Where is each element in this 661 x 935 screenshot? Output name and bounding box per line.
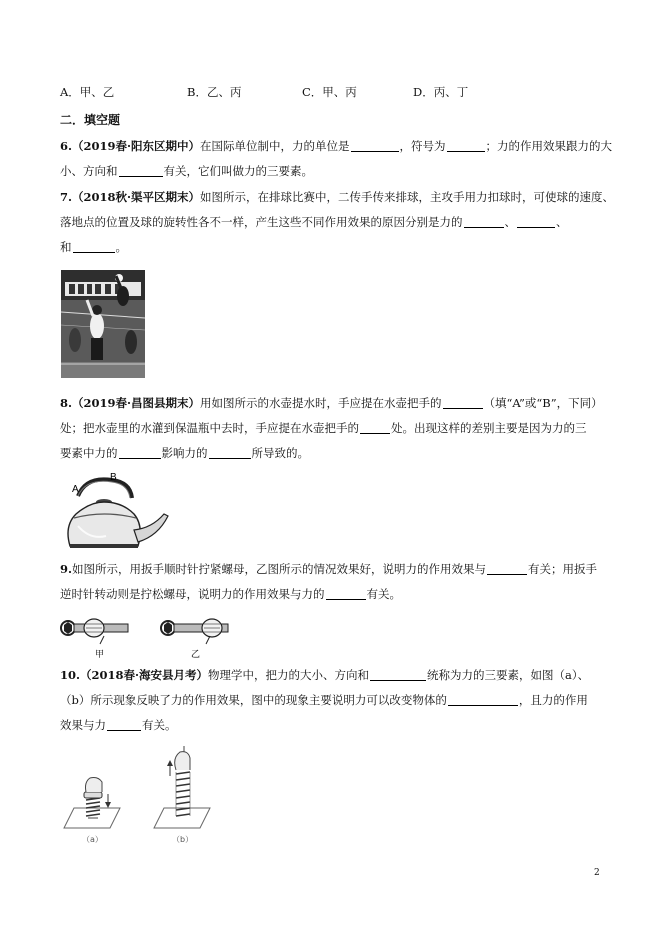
spring-figures — [60, 746, 220, 846]
answer-blank[interactable] — [119, 163, 163, 177]
option-b: B．乙、丙 — [187, 85, 242, 99]
label-jia: 甲 — [95, 650, 105, 660]
question-source: （2019春·昌图县期末） — [72, 396, 201, 410]
page-number: 2 — [594, 868, 600, 878]
question-8: 8.（2019春·昌图县期末）用如图所示的水壶提水时，手应提在水壶把手的 （填“A”或“B”，下同） 处；把水壶里的水灌到保温瓶中去时，手应提在水壶把手的 处。出现这样的差别主要是因为力的三 要素中力的 影响力的 所导致的。 — [60, 396, 603, 460]
kettle-figure — [60, 470, 172, 552]
answer-blank[interactable] — [448, 692, 518, 706]
label-a: （a） — [82, 835, 103, 844]
option-a: A．甲、乙 — [60, 85, 115, 99]
question-source: （2018秋·渠平区期末） — [72, 190, 201, 204]
question-number: 10. — [60, 668, 81, 682]
answer-blank[interactable] — [487, 561, 527, 575]
answer-blank[interactable] — [447, 138, 485, 152]
label-b: B — [110, 472, 117, 483]
question-number: 9. — [60, 562, 73, 576]
answer-blank[interactable] — [209, 445, 251, 459]
question-9: 9.如图所示，用扳手顺时针拧紧螺母，乙图所示的情况效果好，说明力的作用效果与 有关；用扳手 逆时针转动则是拧松螺母，说明力的作用效果与力的 有关。 — [60, 562, 598, 601]
answer-blank[interactable] — [370, 667, 426, 681]
question-source: （2018春·海安县月考） — [80, 668, 209, 682]
question-number: 6. — [60, 139, 73, 153]
section-title: 二．填空题 — [60, 113, 121, 127]
question-7: 7.（2018秋·渠平区期末）如图所示，在排球比赛中，二传手传来排球，主攻手用力扣球时，可使球的速度、 落地点的位置及球的旋转性各不一样，产生这些不同作用效果的原因分别是力的 、 、 和 。 — [60, 190, 615, 254]
question-10: 10.（2018春·海安县月考）物理学中，把力的大小、方向和 统称为力的三要素，如图（a）、 （b）所示现象反映了力的作用效果，图中的现象主要说明力可以改变物体的 ，且力的作用 效果与力 有关。 — [60, 668, 590, 732]
answer-blank[interactable] — [326, 586, 366, 600]
label-b: （b） — [172, 835, 194, 844]
question-6: 6.（2019春·阳东区期中）在国际单位制中，力的单位是 ，符号为 ；力的作用效果跟力的大 小、方向和 有关，它们叫做力的三要素。 — [60, 139, 613, 178]
option-d: D．丙、丁 — [413, 85, 469, 99]
answer-blank[interactable] — [360, 420, 390, 434]
wrench-figures — [60, 614, 235, 662]
question-number: 7. — [60, 190, 73, 204]
question-number: 8. — [60, 396, 73, 410]
answer-blank[interactable] — [73, 239, 115, 253]
volleyball-photo — [61, 270, 145, 378]
q5-options — [60, 84, 620, 102]
answer-blank[interactable] — [517, 214, 555, 228]
question-source: （2019春·阳东区期中） — [72, 139, 201, 153]
answer-blank[interactable] — [443, 395, 483, 409]
label-a: A — [72, 484, 79, 495]
option-c: C．甲、丙 — [302, 85, 357, 99]
answer-blank[interactable] — [464, 214, 504, 228]
answer-blank[interactable] — [107, 717, 141, 731]
answer-blank[interactable] — [119, 445, 161, 459]
answer-blank[interactable] — [351, 138, 399, 152]
label-yi: 乙 — [191, 650, 201, 660]
